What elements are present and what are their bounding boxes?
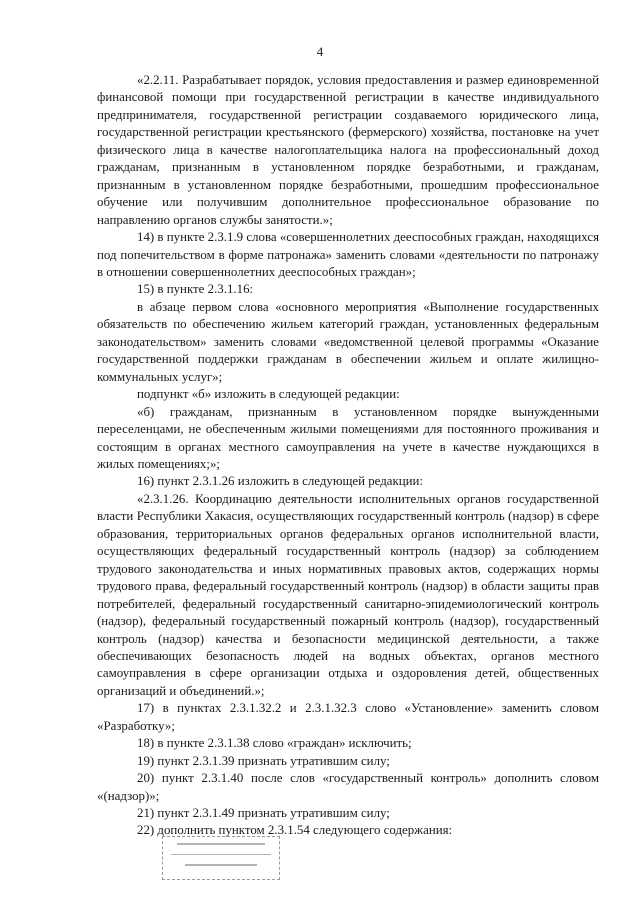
stamp-line: [185, 864, 257, 866]
paragraph-item-16: 16) пункт 2.3.1.26 изложить в следующей редакции:: [137, 474, 424, 489]
paragraph-item-20: 20) пункт 2.3.1.40 после слов «государственный контроль» дополнить словом «(надзор)»;: [97, 771, 599, 803]
paragraph-item-15: 15) в пункте 2.3.1.16:: [137, 282, 254, 297]
paragraph-2-2-11: «2.2.11. Разрабатывает порядок, условия предоставления и размер единовременной финансовой помощи при государственной регистрации в качестве индивидуального предпринимателя, государственной регистрации создаваемого юридического лица, государственной регистрации крестьянского (фермерского) хозяйства, постановке на учет физического лица в качестве налогоплательщика налога на профессиональный доход гражданам, признанным в установленном порядке безработными, и гражданам, признанным в установленном порядке безработными, прошедшим профессиональное обучение или получившим дополнительное профессиональное образование по направлению органов службы занятости.»;: [97, 73, 599, 227]
paragraph-item-21: 21) пункт 2.3.1.49 признать утратившим силу;: [137, 806, 390, 821]
paragraph-subpoint-b-text: «б) гражданам, признанным в установленном порядке вынужденными переселенцами, не обеспеченным жилыми помещениями для постоянного проживания и состоящим в органах местного самоуправления на учете в качестве нуждающихся в жилых помещениях;»;: [97, 404, 599, 471]
paragraph-item-22: 22) дополнить пунктом 2.3.1.54 следующего содержания:: [137, 823, 453, 838]
paragraph-item-18: 18) в пункте 2.3.1.38 слово «граждан» исключить;: [137, 736, 412, 751]
stamp-line: [171, 854, 271, 856]
stamp-line: [177, 843, 265, 845]
registration-stamp: [162, 836, 280, 880]
page-number: 4: [316, 44, 324, 59]
paragraph-item-14: 14) в пункте 2.3.1.9 слова «совершеннолетних дееспособных граждан, находящихся под попечительством в форме патронажа» заменить словами «деятельности по патронажу в отношении совершеннолетних дееспособных граждан»;: [97, 230, 599, 279]
paragraph-item-17: 17) в пунктах 2.3.1.32.2 и 2.3.1.32.3 слово «Установление» заменить словом «Разработку»;: [97, 701, 599, 733]
paragraph-2-3-1-26: «2.3.1.26. Координацию деятельности исполнительных органов государственной власти Республики Хакасия, осуществляющих государственный контроль (надзор) в сфере образования, территориальных органов федеральных органов исполнительной власти, осуществляющих федеральный государственный контроль (надзор) за соблюдением трудового законодательства и иных нормативных правовых актов, содержащих нормы трудового права, федеральный государственный контроль (надзор) в области защиты прав потребителей, федеральный государственный санитарно-эпидемиологический контроль (надзор), федеральный государственный пожарный контроль (надзор), государственный контроль (надзор) качества и безопасности медицинской деятельности, а также обеспечивающих безопасность людей на водных объектах, органов местного самоуправления в сфере организации отдыха и оздоровления детей, общественных организаций и объединений.»;: [97, 491, 599, 698]
paragraph-item-19: 19) пункт 2.3.1.39 признать утратившим силу;: [137, 753, 390, 768]
paragraph-subpoint-b-intro: подпункт «б» изложить в следующей редакции:: [137, 387, 400, 402]
paragraph-item-15-first-abzac: в абзаце первом слова «основного мероприятия «Выполнение государственных обязательств по обеспечению жильем категорий граждан, установленных федеральным законодательством» заменить словами «ведомственной целевой программы «Оказание государственной поддержки гражданам в обеспечении жильем и оплате жилищно-коммунальных услуг»;: [97, 299, 599, 384]
document-body: [97, 72, 599, 840]
